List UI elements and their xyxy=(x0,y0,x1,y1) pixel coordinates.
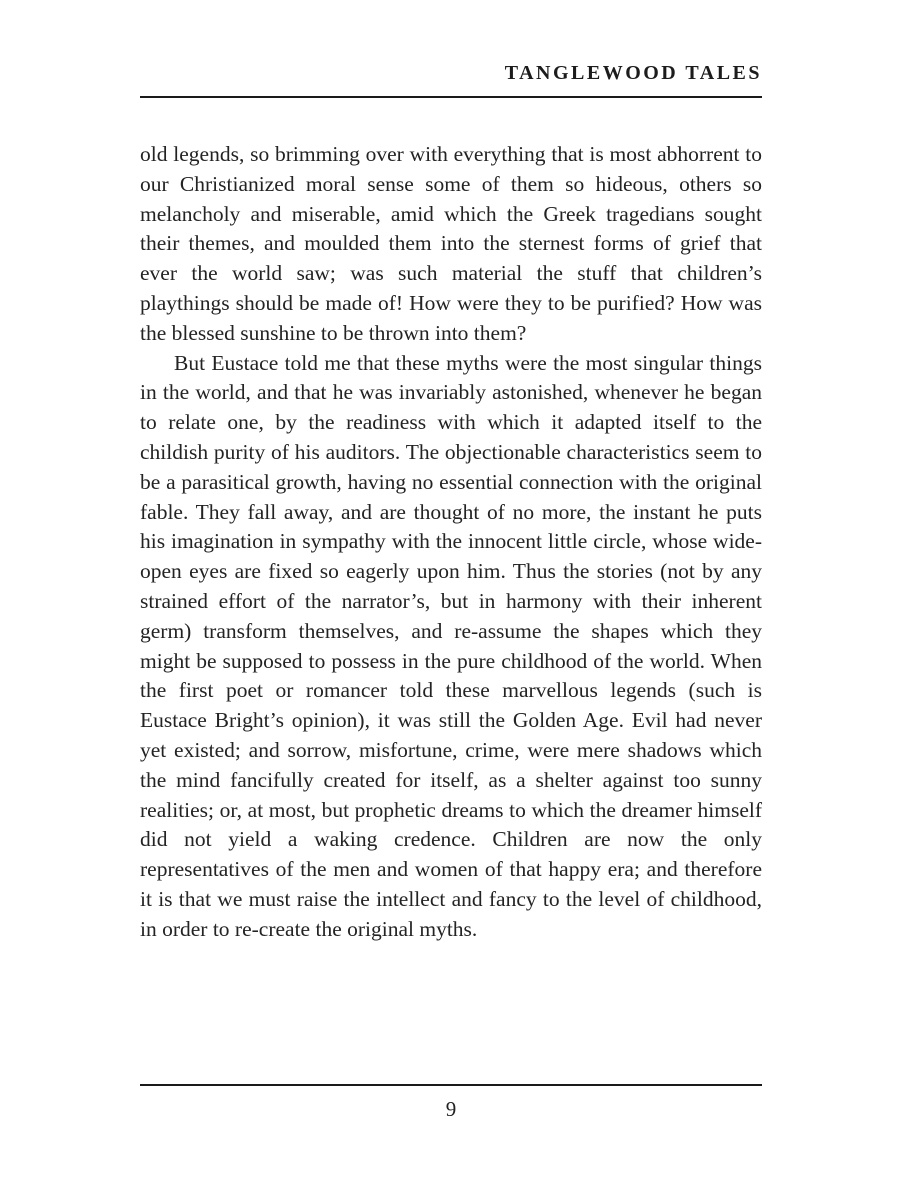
page-footer xyxy=(140,1084,762,1122)
book-title: TANGLEWOOD TALES xyxy=(504,62,762,84)
paragraph: old legends, so brimming over with everything that is most abhorrent to our Christianized moral sense some of them so hideous, others so melancholy and miserable, amid which the Greek tragedians sought their themes, and moulded them into the sternest forms of grief that ever the world saw; was such material the stuff that children’s playthings should be made of! How were they to be purified? How was the blessed sunshine to be thrown into them? xyxy=(140,142,762,345)
paragraph: But Eustace told me that these myths were the most singular things in the world, and that he was invariably astonished, whenever he began to relate one, by the readiness with which it adapted itself to the childish purity of his auditors. The objectionable characteristics seem to be a parasitical growth, having no essential connection with the original fable. They fall away, and are thought of no more, the instant he puts his imagination in sympathy with the innocent little circle, whose wide-open eyes are fixed so eagerly upon him. Thus the stories (not by any strained effort of the narrator’s, but in harmony with their inherent germ) transform themselves, and re-assume the shapes which they might be supposed to possess in the pure childhood of the world. When the first poet or romancer told these marvellous legends (such is Eustace Bright’s opinion), it was still the Golden Age. Evil had never yet existed; and sorrow, misfortune, crime, were mere shadows which the mind fancifully created for itself, as a shelter against too sunny realities; or, at most, but prophetic dreams to which the dreamer himself did not yield a waking credence. Children are now the only representatives of the men and women of that happy era; and therefore it is that we must raise the intellect and fancy to the level of childhood, in order to re-create the original myths. xyxy=(140,350,762,941)
running-header xyxy=(140,62,762,98)
body-text xyxy=(140,140,762,1084)
page-number: 9 xyxy=(445,1097,457,1121)
